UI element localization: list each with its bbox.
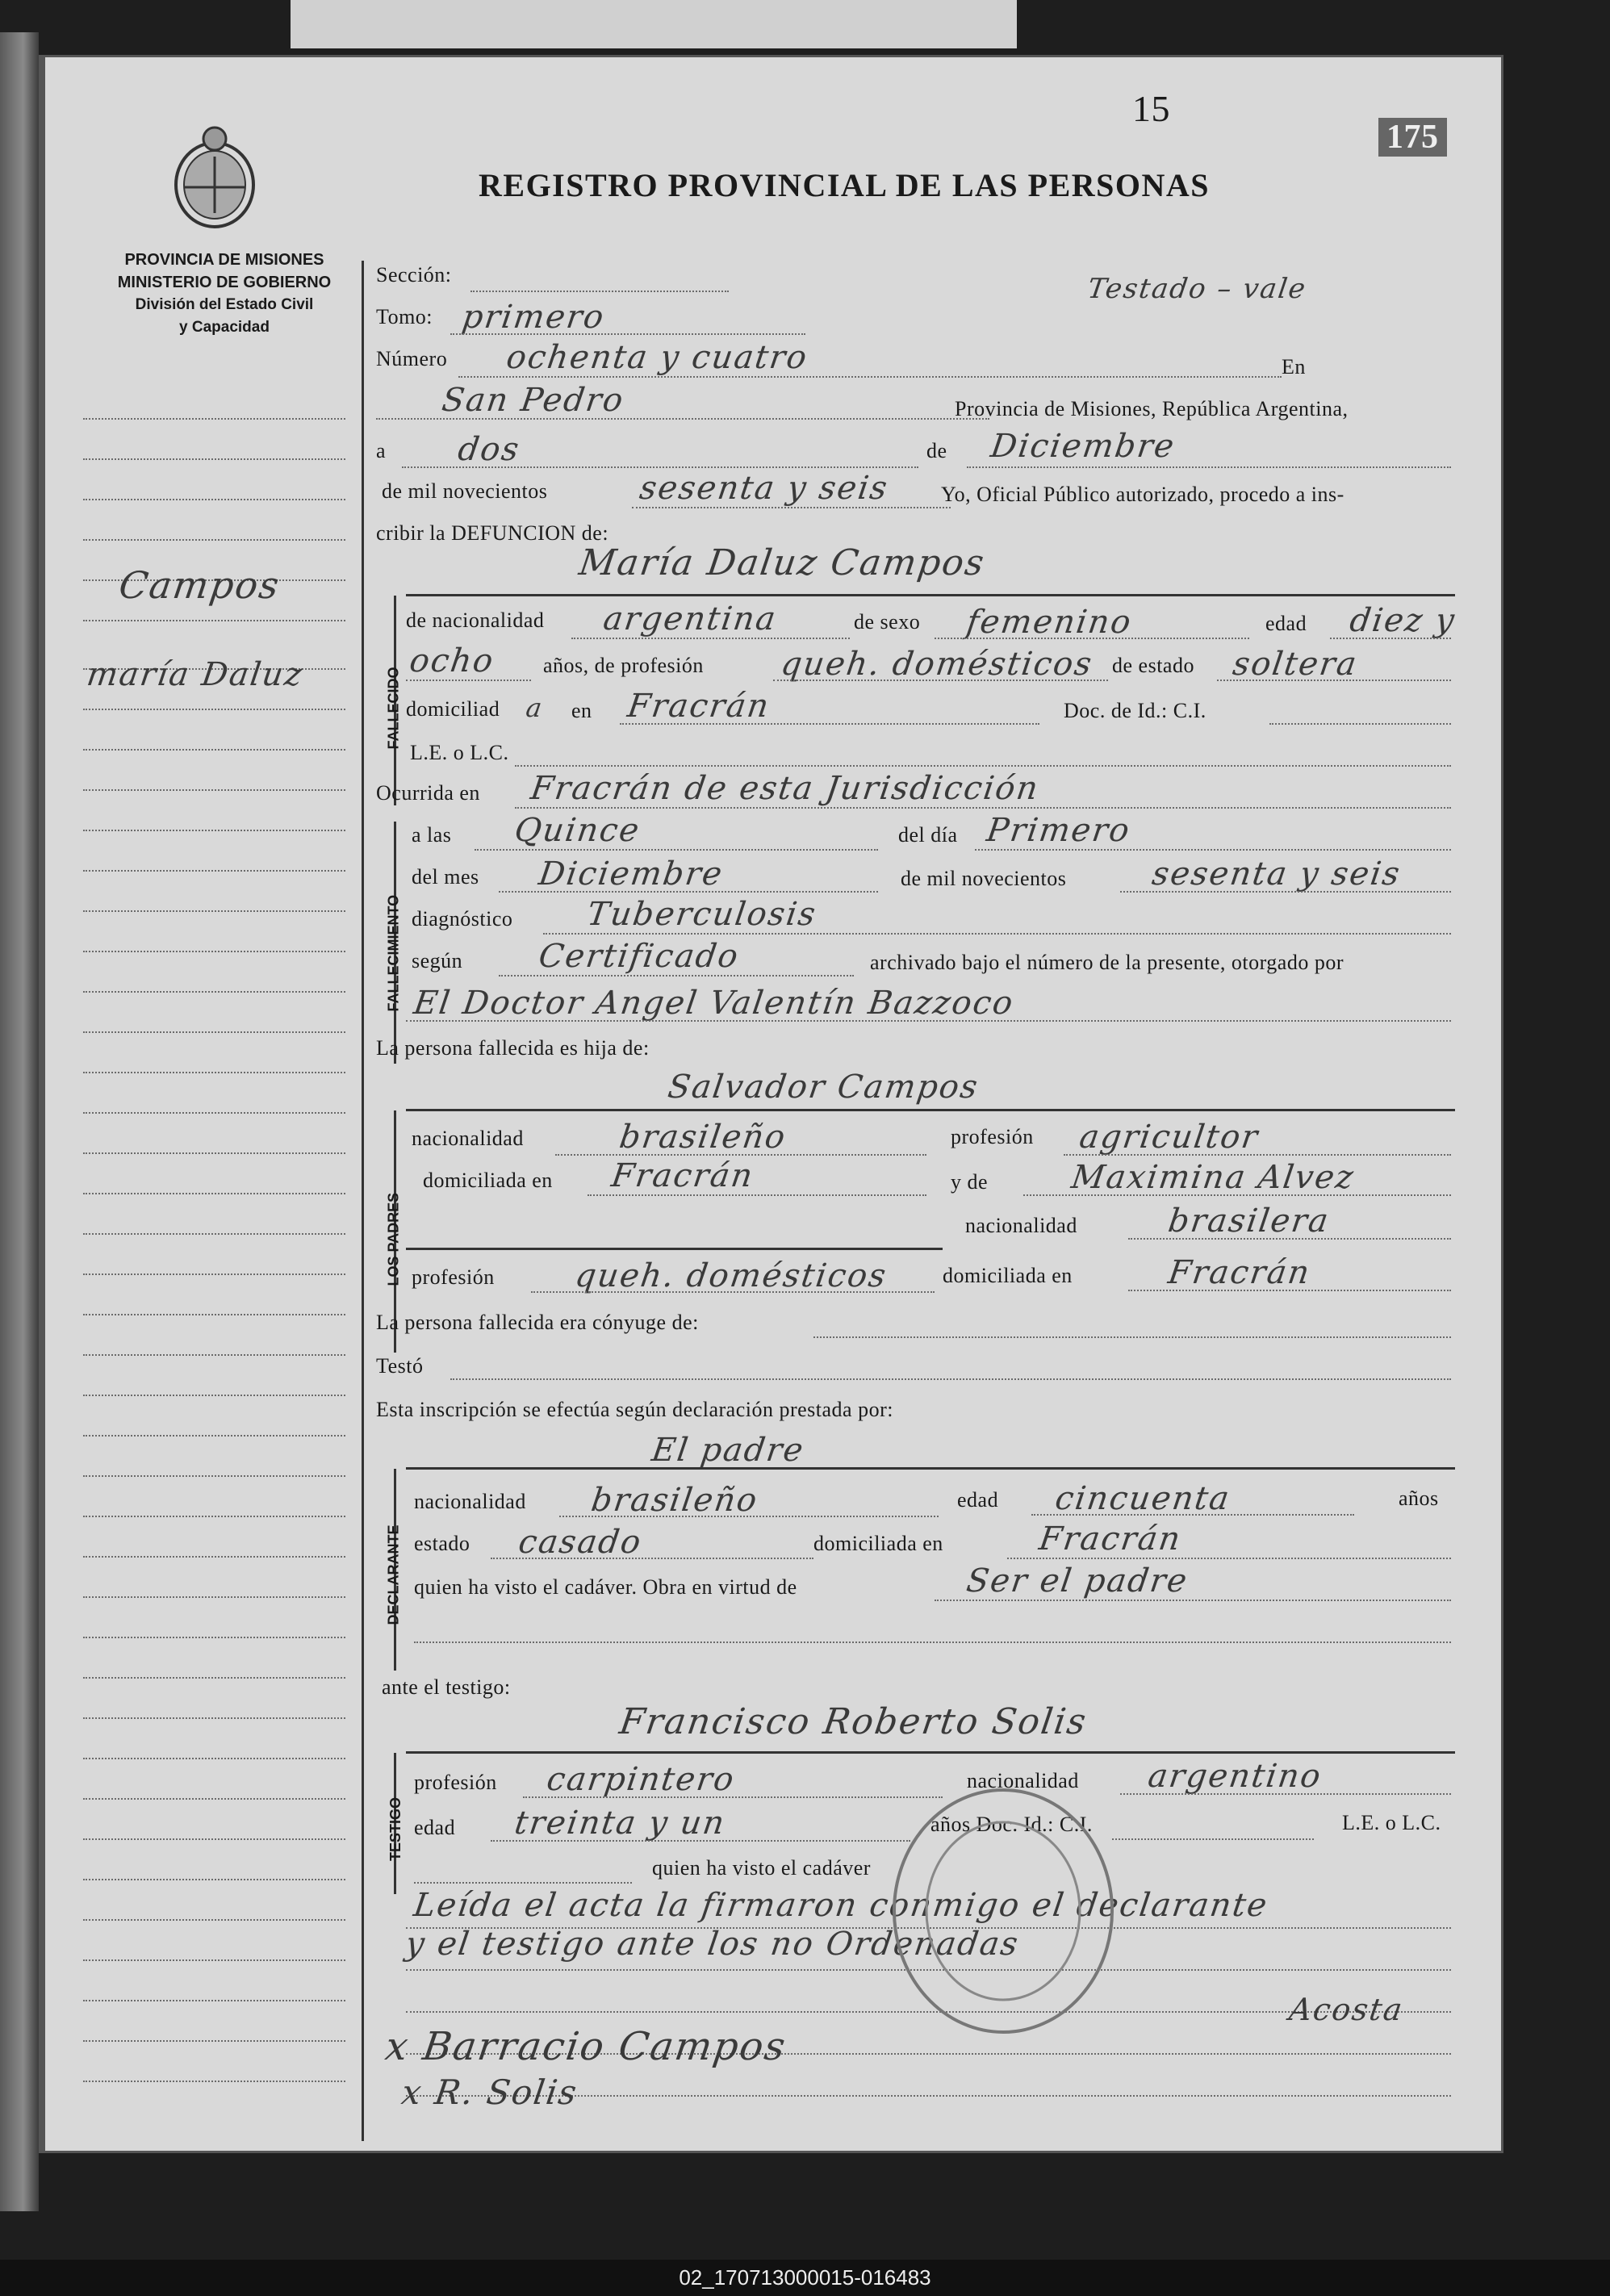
label-padre-prof: profesión: [951, 1125, 1034, 1148]
side-label-testigo: TESTIGO: [387, 1796, 404, 1861]
value-declarante: El padre: [649, 1432, 807, 1469]
value-domicilio: Fracrán: [625, 688, 773, 725]
label-de-mil2: de mil novecientos: [901, 867, 1067, 890]
label-segun: según: [412, 949, 463, 972]
value-padre-prof: agricultor: [1077, 1119, 1261, 1156]
value-padre-dom: Fracrán: [608, 1157, 757, 1194]
label-seccion: Sección:: [376, 263, 452, 286]
label-inscripcion: Esta inscripción se efectúa según declaración prestada por:: [376, 1398, 893, 1421]
label-decl-nac: nacionalidad: [414, 1490, 526, 1513]
label-de-mil: de mil novecientos: [382, 479, 548, 503]
label-decl-edad: edad: [957, 1488, 999, 1512]
label-hija: La persona fallecida es hija de:: [376, 1036, 650, 1060]
capacity-line: y Capacidad: [179, 319, 270, 336]
value-segun: Certificado: [536, 938, 742, 975]
value-sexo: femenino: [964, 604, 1135, 641]
margin-note-name: maría Daluz: [84, 656, 307, 693]
side-label-padres: LOS PADRES: [385, 1192, 402, 1286]
value-numero: ochenta y cuatro: [504, 339, 811, 376]
label-madre-nac: nacionalidad: [965, 1214, 1077, 1237]
underlying-page-top: [291, 0, 1017, 48]
value-diagnostico: Tuberculosis: [584, 896, 819, 933]
value-hora: Quince: [512, 812, 643, 849]
amended-note: Testado – vale: [1085, 273, 1309, 305]
value-anio-f: sesenta y seis: [1149, 855, 1403, 893]
margin-note-surname: Campos: [116, 563, 283, 607]
value-mes: Diciembre: [988, 428, 1178, 465]
label-numero: Número: [376, 347, 448, 370]
value-nombre: María Daluz Campos: [576, 542, 989, 583]
label-test-nac: nacionalidad: [967, 1769, 1079, 1792]
label-provincia: Provincia de Misiones, República Argentina,: [955, 397, 1349, 420]
value-decl-dom: Fracrán: [1036, 1520, 1185, 1558]
value-profesion: queh. domésticos: [778, 646, 1096, 683]
label-testo: Testó: [376, 1354, 424, 1378]
value-dia: dos: [455, 431, 523, 468]
value-madre-nac: brasilera: [1165, 1202, 1332, 1240]
label-a: a: [376, 439, 387, 462]
label-madre-dom: domiciliada en: [943, 1264, 1073, 1287]
value-lugar: San Pedro: [439, 382, 627, 419]
value-decl-estado: casado: [516, 1524, 645, 1561]
page-number: 15: [1132, 88, 1170, 129]
page-edge: [39, 55, 45, 2153]
province-line: PROVINCIA DE MISIONES: [124, 251, 324, 269]
label-cribir: cribir la DEFUNCION de:: [376, 521, 609, 545]
label-archivado: archivado bajo el número de la presente, otorgado por: [870, 951, 1344, 974]
label-test-edad: edad: [414, 1816, 456, 1839]
value-dia-f: Primero: [984, 812, 1133, 849]
label-edad: edad: [1265, 612, 1307, 635]
label-decl-dom: domiciliada en: [813, 1532, 943, 1555]
side-label-fallecido: FALLECIDO: [385, 667, 402, 750]
coat-of-arms-icon: [166, 124, 263, 229]
label-test-prof: profesión: [414, 1771, 497, 1794]
label-tomo: Tomo:: [376, 305, 433, 328]
value-anio: sesenta y seis: [637, 470, 891, 507]
column-divider: [362, 261, 364, 2141]
value-domiciliado-suffix: a: [524, 692, 546, 723]
ministry-line: MINISTERIO DE GOBIERNO: [117, 274, 332, 291]
official-seal-icon: [886, 1782, 1120, 2040]
issuer-header: [71, 249, 378, 339]
label-en: En: [1282, 355, 1306, 378]
label-le-lc: L.E. o L.C.: [410, 741, 509, 764]
label-decl-anos: años: [1399, 1487, 1439, 1510]
label-de-nac: de nacionalidad: [406, 609, 545, 632]
label-quien-visto2: quien ha visto el cadáver: [652, 1856, 871, 1880]
label-quien-visto: quien ha visto el cadáver. Obra en virtud de: [414, 1575, 797, 1599]
value-medico: El Doctor Angel Valentín Bazzoco: [411, 985, 1017, 1022]
value-test-prof: carpintero: [544, 1761, 738, 1798]
value-decl-edad: cincuenta: [1052, 1480, 1233, 1517]
value-decl-virtud: Ser el padre: [964, 1562, 1191, 1600]
label-conyuge: La persona fallecida era cónyuge de:: [376, 1311, 699, 1334]
label-ante: ante el testigo:: [382, 1675, 511, 1699]
label-en2: en: [571, 699, 592, 722]
value-madre-dom: Fracrán: [1165, 1254, 1314, 1291]
label-ocurrida: Ocurrida en: [376, 781, 480, 805]
value-padre-nac: brasileño: [617, 1119, 789, 1156]
value-madre: Maximina Alvez: [1068, 1159, 1357, 1196]
register-page: [39, 55, 1503, 2153]
value-madre-prof: queh. domésticos: [572, 1257, 890, 1294]
label-yo: Yo, Oficial Público autorizado, procedo a ins-: [941, 483, 1344, 506]
label-domiciliad: domiciliad: [406, 697, 500, 721]
side-label-fallecimiento: FALLECIMIENTO: [385, 894, 402, 1012]
label-madre-prof: profesión: [412, 1265, 495, 1289]
signature-declarante: x Barracio Campos: [383, 2024, 790, 2069]
label-diagnostico: diagnóstico: [412, 907, 513, 931]
label-anos-prof: años, de profesión: [543, 654, 704, 677]
closing-line-1: Leída el acta la firmaron conmigo el declarante: [411, 1887, 1271, 1924]
label-de-sexo: de sexo: [854, 610, 921, 634]
division-line: División del Estado Civil: [135, 296, 314, 313]
book-spine: [0, 32, 39, 2211]
page-title: REGISTRO PROVINCIAL DE LAS PERSONAS: [479, 167, 1211, 203]
value-padre: Salvador Campos: [665, 1069, 981, 1106]
label-padre-nac: nacionalidad: [412, 1127, 524, 1150]
label-padre-dom: domiciliada en: [423, 1169, 553, 1192]
value-estado: soltera: [1230, 646, 1361, 683]
label-doc: Doc. de Id.: C.I.: [1064, 699, 1206, 722]
label-del-dia: del día: [898, 823, 958, 847]
label-anos-doc: años Doc. Id.: C.I.: [930, 1813, 1093, 1836]
value-nacionalidad: argentina: [600, 600, 780, 638]
signature-testigo: x R. Solis: [399, 2072, 581, 2112]
value-test-edad: treinta y un: [512, 1805, 729, 1842]
value-testigo: Francisco Roberto Solis: [617, 1701, 1090, 1742]
folio-number: 175: [1378, 118, 1447, 157]
value-decl-nac: brasileño: [588, 1482, 761, 1519]
label-le-lc2: L.E. o L.C.: [1342, 1811, 1441, 1834]
value-tomo: primero: [459, 299, 608, 336]
closing-line-2: y el testigo ante los no Ordenadas: [403, 1926, 1022, 1963]
side-label-declarante: DECLARANTE: [385, 1524, 402, 1625]
value-mes-f: Diciembre: [536, 855, 726, 893]
value-ocurrida: Fracrán de esta Jurisdicción: [528, 770, 1042, 807]
signature-official: Acosta: [1286, 1992, 1407, 2027]
value-edad2: ocho: [407, 642, 497, 680]
label-y-de: y de: [951, 1170, 989, 1194]
label-de-estado: de estado: [1112, 654, 1194, 677]
image-id-footer: 02_170713000015-016483: [0, 2260, 1610, 2296]
label-decl-estado: estado: [414, 1532, 470, 1555]
value-test-nac: argentino: [1145, 1758, 1324, 1795]
label-a-las: a las: [412, 823, 452, 847]
label-de: de: [926, 439, 947, 462]
value-edad1: diez y: [1347, 602, 1458, 639]
label-del-mes: del mes: [412, 865, 479, 889]
